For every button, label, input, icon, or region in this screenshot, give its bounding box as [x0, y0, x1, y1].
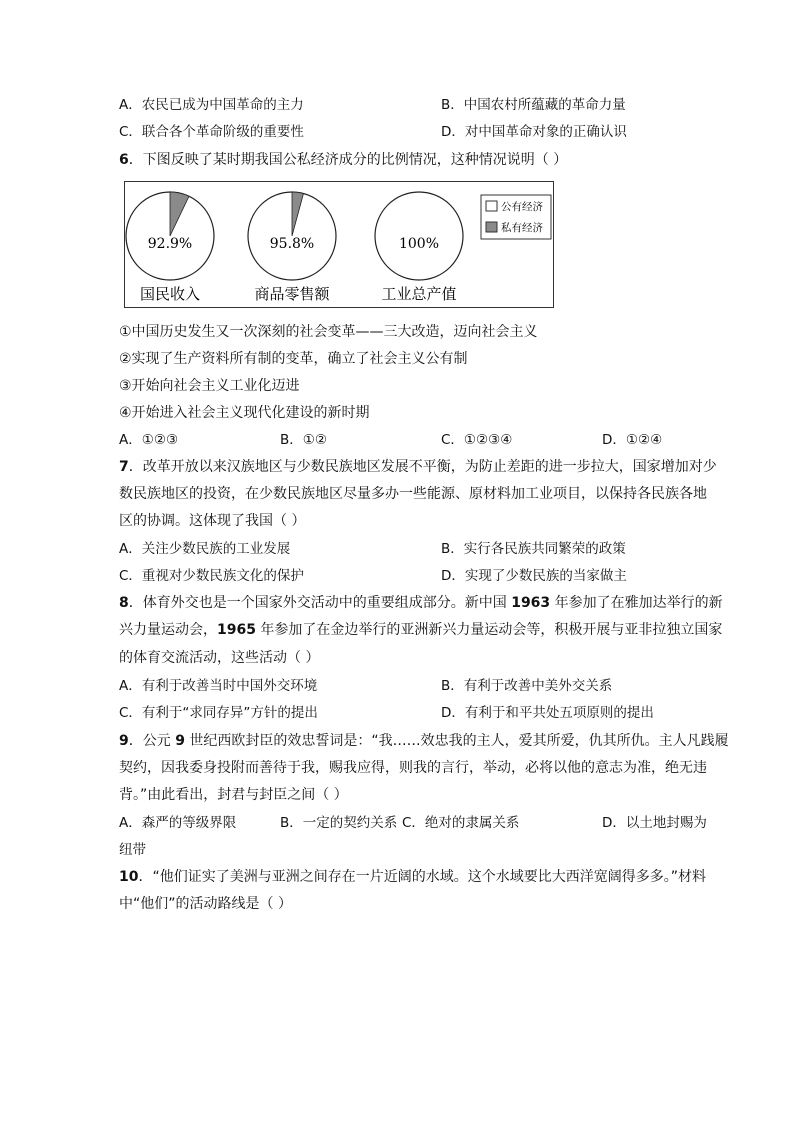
- q9-stem-line-3: 背。”由此看出，封君与封臣之间（ ）: [119, 787, 348, 803]
- q9-stem-line-1: [119, 731, 729, 751]
- q6-statement-3: ③开始向社会主义工业化迈进: [119, 378, 300, 394]
- q10-stem-line-1: [119, 867, 706, 887]
- q10-line-1-text: ．“他们证实了美洲与亚洲之间存在一片近阔的水域。这个水域要比大西洋宽阔得多多。”材料: [138, 869, 706, 885]
- q8-line-2a: 兴力量运动会，: [119, 622, 217, 638]
- q8-line-2b: 年参加了在金边举行的亚洲新兴力量运动会等，积极开展与亚非拉独立国家: [255, 622, 723, 638]
- q8-stem-line-1: [119, 593, 723, 613]
- q7-option-d: D．实现了少数民族的当家做主: [441, 568, 627, 584]
- q9-option-a: A．森严的等级界限: [119, 815, 237, 831]
- q5-option-c: C．联合各个革命阶级的重要性: [119, 124, 304, 140]
- q6-statement-1: ①中国历史发生又一次深刻的社会变革——三大改造，迈向社会主义: [119, 324, 538, 340]
- q9-option-d-continued: 纽带: [119, 842, 146, 858]
- q7-option-c: C．重视对少数民族文化的保护: [119, 568, 304, 584]
- q8-year-1965: 1965: [217, 622, 256, 638]
- pie-category-label-1: 国民收入: [139, 285, 201, 303]
- q8-stem-line-3: 的体育交流活动，这些活动（ ）: [119, 650, 320, 666]
- q5-option-d: D．对中国革命对象的正确认识: [441, 124, 627, 140]
- q6-statement-2: ②实现了生产资料所有制的变革，确立了社会主义公有制: [119, 351, 468, 367]
- q8-option-c: C．有利于“求同存异”方针的提出: [119, 705, 318, 721]
- q8-option-d: D．有利于和平共处五项原则的提出: [441, 705, 654, 721]
- q8-stem-line-2: [119, 620, 722, 640]
- q10-stem-line-2: 中“他们”的活动路线是（ ）: [119, 896, 292, 912]
- q6-option-d: D．①②④: [602, 432, 663, 448]
- q9-option-c: C．绝对的隶属关系: [402, 815, 520, 831]
- q10-number: 10: [119, 869, 139, 885]
- q6-statement-4: ④开始进入社会主义现代化建设的新时期: [119, 405, 370, 421]
- q8-line-1a: ．体育外交也是一个国家外交活动中的重要组成部分。新中国: [128, 595, 512, 611]
- q7-stem-line-1: [119, 457, 717, 477]
- q8-line-1b: 年参加了在雅加达举行的新: [550, 595, 723, 611]
- pie-value-label-3: 100%: [398, 236, 440, 252]
- legend-swatch-private: [486, 222, 497, 232]
- pie-chart-figure: [124, 181, 554, 308]
- q7-line-1-text: ．改革开放以来汉族地区与少数民族地区发展不平衡，为防止差距的进一步拉大，国家增加对少: [128, 459, 717, 475]
- q9-option-d: D．以土地封赐为: [602, 815, 707, 831]
- q9-number: 9: [119, 733, 129, 749]
- q9-stem-line-2: 契约，因我委身投附而善待于我，赐我应得，则我的言行，举动，必将以他的意志为准，绝无违: [119, 760, 707, 776]
- legend-label-public: 公有经济: [501, 201, 543, 213]
- q6-stem: [119, 150, 567, 170]
- q9-century: 9: [175, 733, 185, 749]
- q5-option-a: A．农民已成为中国革命的主力: [119, 97, 304, 113]
- legend-label-private: 私有经济: [501, 222, 543, 234]
- q6-option-a: A．①②③: [119, 432, 179, 448]
- q7-number: 7: [119, 459, 129, 475]
- q7-option-a: A．关注少数民族的工业发展: [119, 541, 291, 557]
- q6-stem-text: ．下图反映了某时期我国公私经济成分的比例情况，这种情况说明（ ）: [128, 152, 568, 168]
- q9-line-1a: ．公元: [128, 733, 176, 749]
- q9-line-1b: 世纪西欧封臣的效忠誓词是：“我……效忠我的主人，爱其所爱，仇其所仇。主人凡践履: [184, 733, 729, 749]
- pie-value-label-2: 95.8%: [269, 236, 315, 252]
- q9-option-b: B．一定的契约关系: [280, 815, 398, 831]
- q7-stem-line-3: 区的协调。这体现了我国（ ）: [119, 513, 306, 529]
- chart-legend: [481, 195, 551, 239]
- q5-option-b: B．中国农村所蕴藏的革命力量: [441, 97, 626, 113]
- q6-number: 6: [119, 152, 129, 168]
- q7-option-b: B．实行各民族共同繁荣的政策: [441, 541, 626, 557]
- q7-stem-line-2: 数民族地区的投资，在少数民族地区尽量多办一些能源、原材料加工业项目，以保持各民族各地: [119, 486, 707, 502]
- pie-chart-svg: [125, 182, 553, 307]
- pie-category-label-3: 工业总产值: [381, 285, 457, 303]
- q6-option-c: C．①②③④: [441, 432, 513, 448]
- q8-number: 8: [119, 595, 129, 611]
- q8-option-b: B．有利于改善中美外交关系: [441, 678, 613, 694]
- q6-option-b: B．①②: [280, 432, 327, 448]
- q8-year-1963: 1963: [511, 595, 551, 611]
- pie-category-label-2: 商品零售额: [254, 285, 330, 303]
- pie-value-label-1: 92.9%: [147, 236, 193, 252]
- legend-swatch-public: [486, 201, 497, 211]
- q8-option-a: A．有利于改善当时中国外交环境: [119, 678, 318, 694]
